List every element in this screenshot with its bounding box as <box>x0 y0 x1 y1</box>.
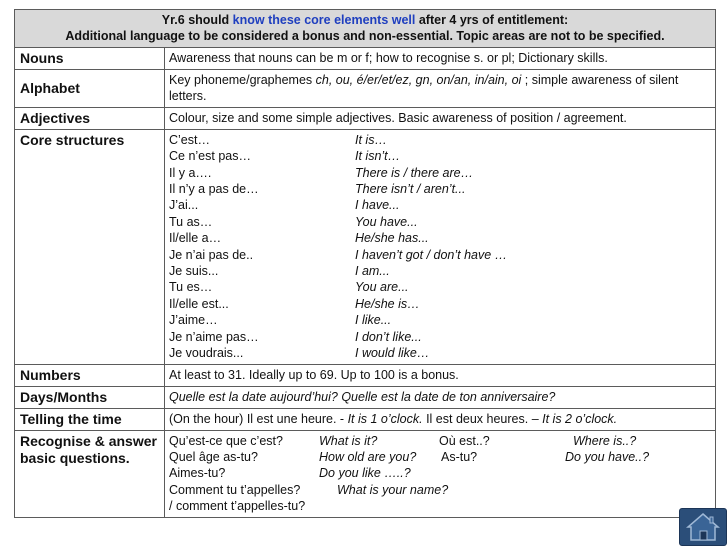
question-french: Comment tu t’appelles? <box>169 482 301 497</box>
row-content-core-structures <box>165 129 716 364</box>
question-line <box>169 465 711 481</box>
core-structure-pair <box>169 345 711 361</box>
core-english: I don’t like... <box>355 329 422 344</box>
core-french: J’ai... <box>169 198 199 213</box>
row-content-questions <box>165 430 716 517</box>
row-content-adjectives: Colour, size and some simple adjectives. Basic awareness of position / agreement. <box>165 107 716 129</box>
header-line-1 <box>15 12 715 28</box>
row-label-questions: Recognise & answer basic questions. <box>15 430 165 517</box>
core-french: Je voudrais... <box>169 346 244 361</box>
core-english: I haven’t got / don’t have … <box>355 247 508 262</box>
table-row-alphabet <box>15 70 715 108</box>
row-content-days-months: Quelle est la date aujourd’hui? Quelle est la date de ton anniversaire? <box>165 386 716 408</box>
core-structure-pair <box>169 165 711 181</box>
table-row-numbers <box>15 364 715 386</box>
table-row-days-months <box>15 386 715 408</box>
row-label-numbers: Numbers <box>15 364 165 386</box>
core-elements-table <box>15 48 715 517</box>
table-row-nouns <box>15 48 715 70</box>
core-english: I like... <box>355 313 392 328</box>
question-french: / comment t’appelles-tu? <box>169 499 306 514</box>
table-row-core-structures <box>15 129 715 364</box>
row-content-alphabet <box>165 70 716 108</box>
core-structure-pair <box>169 197 711 213</box>
core-english: There is / there are… <box>355 165 474 180</box>
header-line-2: Additional language to be considered a bonus and non-essential. Topic areas are not to be specified. <box>65 29 665 43</box>
question-line <box>169 433 711 449</box>
time-translation-1: It is 1 o’clock. <box>347 411 423 426</box>
time-text-1: (On the hour) Il est une heure. - <box>169 411 348 426</box>
core-english: You are... <box>355 280 409 295</box>
core-english: It isn’t… <box>355 149 401 164</box>
core-structure-pair <box>169 329 711 345</box>
home-icon-glyph <box>680 509 726 545</box>
header-highlight: know these core elements well <box>232 13 416 27</box>
core-english: I would like… <box>355 346 430 361</box>
core-french: Il/elle est... <box>169 296 229 311</box>
time-text-2: Il est deux heures. – <box>422 411 543 426</box>
question-french: As-tu? <box>441 449 478 464</box>
core-french: Tu as… <box>169 214 213 229</box>
core-structure-pair <box>169 312 711 328</box>
question-french: Quel âge as-tu? <box>169 449 258 464</box>
question-english: Where is..? <box>573 433 637 448</box>
core-french: C’est… <box>169 132 210 147</box>
question-line <box>169 482 711 498</box>
alphabet-text-pre: Key phoneme/graphemes <box>169 73 316 87</box>
question-french: Aimes-tu? <box>169 466 226 481</box>
core-structure-pair <box>169 132 711 148</box>
home-icon[interactable] <box>679 508 727 546</box>
core-french: Je n’ai pas de.. <box>169 247 254 262</box>
core-structure-pair <box>169 148 711 164</box>
core-english: He/she has... <box>355 231 429 246</box>
core-french: Il/elle a… <box>169 231 222 246</box>
header-line-1-pre: Yr.6 should <box>161 13 233 27</box>
row-content-numbers: At least to 31. Ideally up to 69. Up to 100 is a bonus. <box>165 364 716 386</box>
header-line-1-post: after 4 yrs of entitlement: <box>415 13 569 27</box>
alphabet-graphemes: ch, ou, é/er/et/ez, gn, on/an, in/ain, oi <box>315 73 522 87</box>
core-french: Je n’aime pas… <box>169 329 259 344</box>
core-english: You have... <box>355 214 418 229</box>
table-row-telling-time <box>15 408 715 430</box>
core-structure-pair <box>169 181 711 197</box>
question-english: Do you like …..? <box>319 466 411 481</box>
core-structure-pair <box>169 296 711 312</box>
row-label-adjectives: Adjectives <box>15 107 165 129</box>
time-translation-2: It is 2 o’clock. <box>542 411 618 426</box>
question-english: What is it? <box>319 433 378 448</box>
core-structure-pair <box>169 214 711 230</box>
core-english: He/she is… <box>355 296 420 311</box>
core-french: Tu es… <box>169 280 213 295</box>
core-english: It is… <box>355 132 387 147</box>
row-label-core-structures: Core structures <box>15 129 165 364</box>
question-french: Qu’est-ce que c’est? <box>169 433 283 448</box>
row-label-nouns: Nouns <box>15 48 165 70</box>
core-french: Je suis... <box>169 264 219 279</box>
question-line <box>169 498 711 514</box>
row-label-alphabet: Alphabet <box>15 70 165 108</box>
core-french: Il n’y a pas de… <box>169 182 259 197</box>
row-content-telling-time <box>165 408 716 430</box>
alphabet-text-post: ; simple awareness of silent letters. <box>169 73 679 104</box>
core-french: Ce n’est pas… <box>169 149 251 164</box>
question-english: What is your name? <box>337 482 449 497</box>
row-content-nouns: Awareness that nouns can be m or f; how to recognise s. or pl; Dictionary skills. <box>165 48 716 70</box>
core-english: There isn’t / aren’t... <box>355 182 466 197</box>
table-row-questions <box>15 430 715 517</box>
core-structure-pair <box>169 279 711 295</box>
header-banner <box>15 10 715 48</box>
question-french: Où est..? <box>439 433 490 448</box>
row-label-telling-time: Telling the time <box>15 408 165 430</box>
table-row-adjectives <box>15 107 715 129</box>
core-structure-pair <box>169 230 711 246</box>
row-label-days-months: Days/Months <box>15 386 165 408</box>
question-line <box>169 449 711 465</box>
content-table-frame <box>14 9 716 518</box>
question-english: Do you have..? <box>565 449 650 464</box>
core-structure-pair <box>169 263 711 279</box>
question-english: How old are you? <box>319 449 417 464</box>
core-french: J’aime… <box>169 313 218 328</box>
core-french: Il y a…. <box>169 165 212 180</box>
core-english: I have... <box>355 198 400 213</box>
core-english: I am... <box>355 264 390 279</box>
core-structure-pair <box>169 247 711 263</box>
